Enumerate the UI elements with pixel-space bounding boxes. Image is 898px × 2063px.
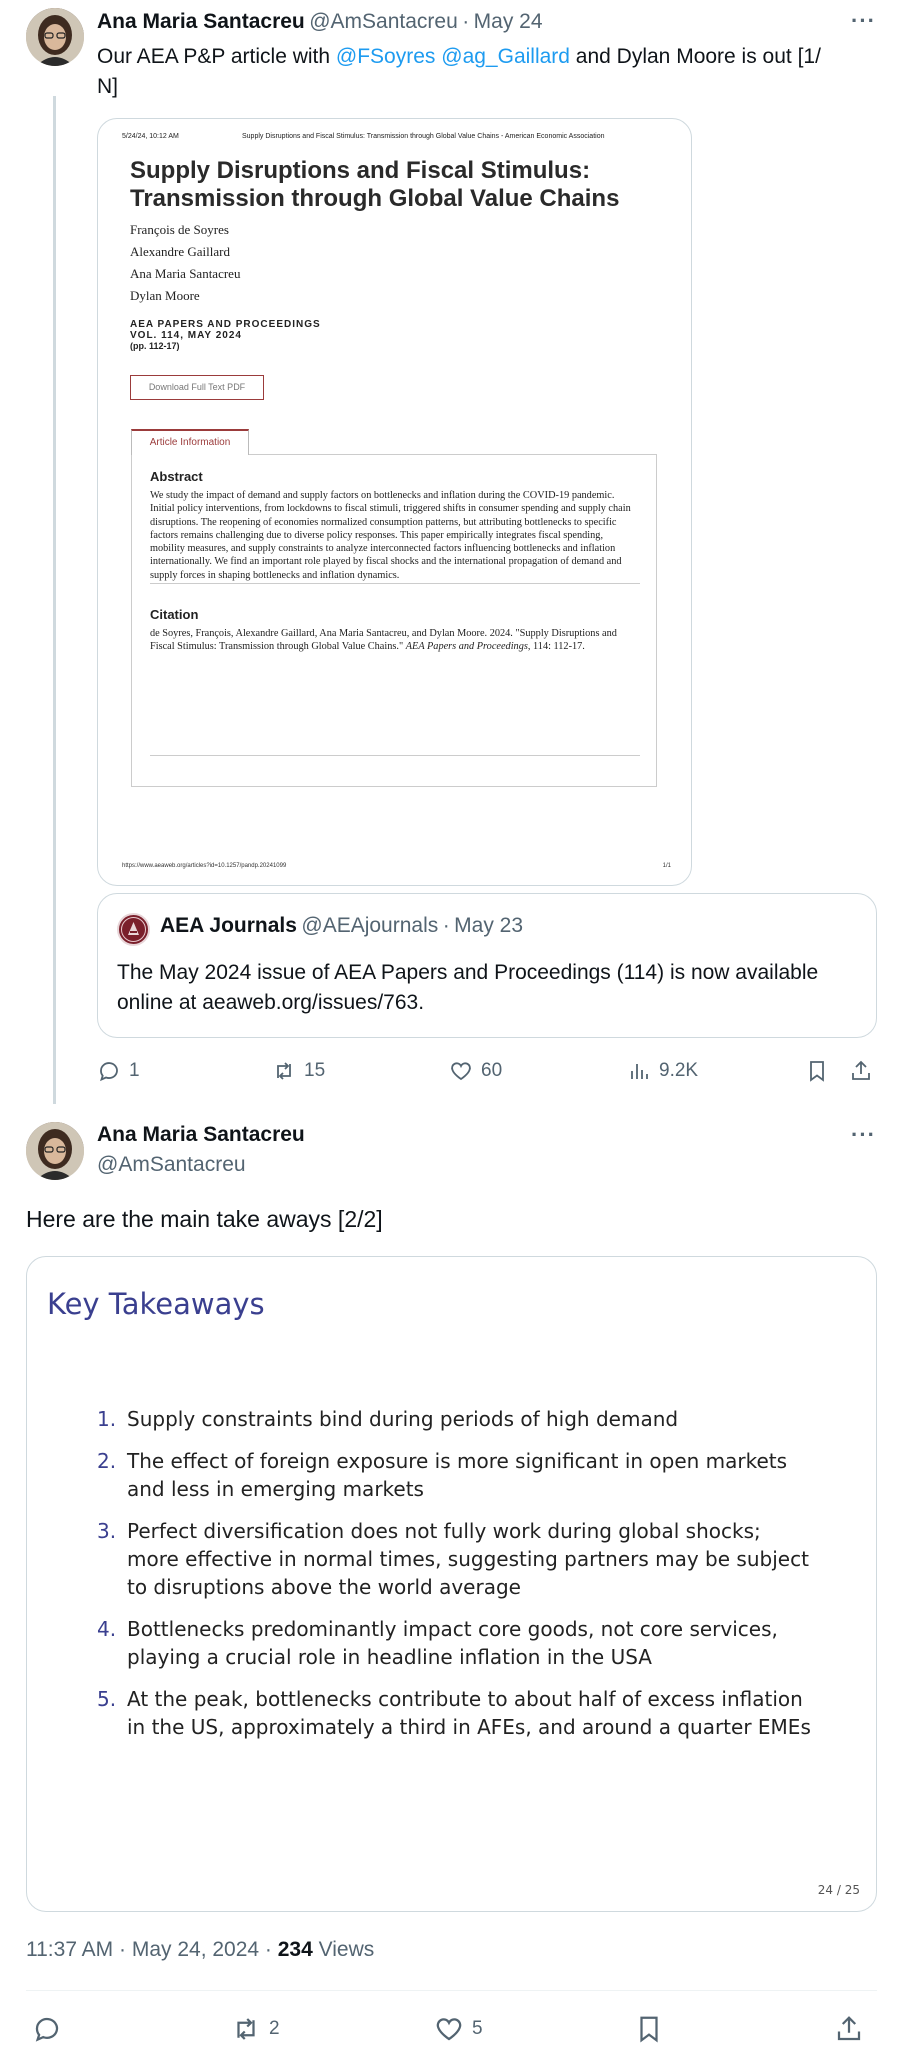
article-title-line: Supply Disruptions and Fiscal Stimulus: bbox=[130, 157, 591, 184]
quoted-author-name[interactable]: AEA Journals bbox=[160, 914, 297, 937]
share-button[interactable] bbox=[834, 2014, 864, 2044]
avatar[interactable] bbox=[26, 8, 84, 66]
author: François de Soyres bbox=[130, 222, 229, 237]
author: Dylan Moore bbox=[130, 288, 200, 303]
like-icon bbox=[449, 1059, 473, 1083]
doc-footer-url: https://www.aeaweb.org/articles?id=10.1257/pandp.20241099 bbox=[122, 863, 287, 869]
bookmark-icon bbox=[634, 2014, 664, 2044]
like-button[interactable] bbox=[434, 2014, 483, 2044]
retweet-button[interactable] bbox=[272, 1059, 325, 1083]
aea-logo-avatar[interactable] bbox=[117, 913, 150, 946]
abstract-heading: Abstract bbox=[150, 469, 203, 484]
article-image[interactable] bbox=[97, 118, 692, 886]
mention-link[interactable]: @ag_Gaillard bbox=[441, 45, 570, 68]
list-number: 1. bbox=[97, 1407, 117, 1431]
reply-icon bbox=[32, 2014, 62, 2044]
list-text: The effect of foreign exposure is more significant in open markets and less in emerging markets bbox=[127, 1449, 788, 1501]
like-button[interactable] bbox=[449, 1059, 502, 1083]
like-count: 60 bbox=[481, 1060, 503, 1081]
share-icon bbox=[849, 1059, 873, 1083]
author-handle[interactable]: @AmSantacreu bbox=[97, 1153, 246, 1176]
author: Alexandre Gaillard bbox=[130, 244, 230, 259]
bookmark-button[interactable] bbox=[805, 1059, 829, 1083]
avatar[interactable] bbox=[26, 1122, 84, 1180]
journal-name: AEA PAPERS AND PROCEEDINGS bbox=[130, 319, 321, 330]
separator: · bbox=[442, 914, 450, 937]
citation-journal: AEA Papers and Proceedings bbox=[405, 641, 528, 653]
tweet-text bbox=[97, 42, 877, 102]
reply-count: 1 bbox=[129, 1060, 140, 1081]
bookmark-icon bbox=[805, 1059, 829, 1083]
list-number: 5. bbox=[97, 1687, 117, 1711]
download-pdf-button: Download Full Text PDF bbox=[130, 375, 264, 400]
tab-article-information: Article Information bbox=[131, 429, 249, 455]
list-text: At the peak, bottlenecks contribute to about half of excess inflation in the US, approximately a third in AFEs, and around a quarter EMEs bbox=[127, 1687, 811, 1739]
quoted-text: The May 2024 issue of AEA Papers and Proceedings (114) is now available online at aeaweb.org/issues/763. bbox=[117, 961, 819, 1014]
list-number: 2. bbox=[97, 1449, 117, 1473]
journal-info bbox=[130, 319, 321, 352]
tweet-actions bbox=[97, 1055, 879, 1087]
list-item bbox=[97, 1405, 817, 1433]
retweet-icon bbox=[231, 2014, 261, 2044]
article-title-line: Transmission through Global Value Chains bbox=[130, 185, 620, 212]
citation-text bbox=[150, 627, 640, 654]
tweet-text-part: N] bbox=[97, 75, 118, 98]
divider bbox=[150, 755, 640, 756]
article-info-panel bbox=[131, 454, 657, 787]
list-item bbox=[97, 1615, 817, 1671]
quoted-author-handle[interactable]: @AEAjournals bbox=[301, 914, 439, 937]
journal-volume: VOL. 114, MAY 2024 bbox=[130, 330, 242, 341]
slide-page-number: 24 / 25 bbox=[817, 1883, 860, 1897]
divider bbox=[150, 583, 640, 584]
retweet-icon bbox=[272, 1059, 296, 1083]
citation-body: de Soyres, François, Alexandre Gaillard, Ana Maria Santacreu, and Dylan Moore. 2024. "Supply Disruptions and Fiscal Stimulus: Transmission through Global Value Chains." bbox=[150, 628, 617, 653]
author-name[interactable]: Ana Maria Santacreu bbox=[97, 10, 305, 33]
tweet-date[interactable]: May 24 bbox=[473, 10, 543, 33]
doc-timestamp: 5/24/24, 10:12 AM bbox=[122, 133, 179, 140]
share-icon bbox=[834, 2014, 864, 2044]
author: Ana Maria Santacreu bbox=[130, 266, 241, 281]
divider bbox=[26, 1990, 877, 1991]
tweet-timestamp[interactable]: 11:37 AM · May 24, 2024 · bbox=[26, 1938, 278, 1961]
citation-heading: Citation bbox=[150, 607, 199, 622]
list-item bbox=[97, 1447, 817, 1503]
like-count: 5 bbox=[472, 2018, 483, 2039]
quoted-header bbox=[160, 914, 523, 938]
tweet-text-part: and Dylan Moore is out [1/ bbox=[569, 45, 821, 68]
thread-line bbox=[53, 96, 56, 1104]
author-handle[interactable]: @AmSantacreu bbox=[309, 10, 458, 33]
doc-footer-page: 1/1 bbox=[662, 863, 671, 869]
list-text: Supply constraints bind during periods of high demand bbox=[127, 1407, 679, 1431]
more-icon[interactable]: ··· bbox=[851, 1122, 876, 1147]
list-item bbox=[97, 1517, 817, 1601]
like-icon bbox=[434, 2014, 464, 2044]
list-number: 4. bbox=[97, 1617, 117, 1641]
retweet-count: 15 bbox=[304, 1060, 326, 1081]
view-count: 234 bbox=[277, 1938, 313, 1961]
tweet-header bbox=[97, 10, 543, 34]
quoted-date[interactable]: May 23 bbox=[454, 914, 524, 937]
views-icon bbox=[627, 1059, 651, 1083]
abstract-text: We study the impact of demand and supply factors on bottlenecks and inflation during the COVID-19 pandemic. Initial policy interventions, from lockdowns to fiscal stimuli, triggered shifts in consumer spending and supply chain disruptions. The reopening of economies normalized consumption patterns, but attributing bottlenecks to specific factors remains challenging due to diverse policy responses. This paper empirically integrates fiscal spending, mobility measures, and supply constraints to analyze interconnected factors influencing bottlenecks and inflation internationally. We find an important role played by fiscal shocks and the international propagation of demand and supply forces in shaping bottlenecks and inflation dynamics. bbox=[150, 490, 631, 581]
reply-button[interactable] bbox=[32, 2014, 62, 2044]
tweet-actions bbox=[26, 2012, 877, 2046]
tweet-metadata bbox=[26, 1938, 374, 1962]
journal-pages: (pp. 112-17) bbox=[130, 341, 180, 351]
author-name[interactable]: Ana Maria Santacreu bbox=[97, 1123, 305, 1146]
list-text: Bottlenecks predominantly impact core goods, not core services, playing a crucial role in headline inflation in the USA bbox=[127, 1617, 778, 1669]
bookmark-button[interactable] bbox=[634, 2014, 664, 2044]
list-number: 3. bbox=[97, 1519, 117, 1543]
more-icon[interactable]: ··· bbox=[851, 8, 876, 33]
doc-header bbox=[122, 133, 651, 140]
tweet-text-part: Our AEA P&P article with bbox=[97, 45, 336, 68]
retweet-button[interactable] bbox=[231, 2014, 280, 2044]
reply-icon bbox=[97, 1059, 121, 1083]
author-list bbox=[130, 219, 240, 307]
quoted-tweet[interactable] bbox=[97, 893, 877, 1038]
views-label: Views bbox=[312, 1938, 375, 1961]
list-text: Perfect diversification does not fully work during global shocks; more effective in normal times, suggesting partners may be subject to disruptions above the world average bbox=[127, 1519, 809, 1599]
mention-link[interactable]: @FSoyres bbox=[335, 45, 436, 68]
tweet-text: Here are the main take aways [2/2] bbox=[26, 1206, 383, 1232]
views-count: 9.2K bbox=[659, 1060, 699, 1081]
takeaways-slide-image[interactable] bbox=[26, 1256, 877, 1912]
takeaways-list bbox=[97, 1405, 817, 1755]
doc-page-title: Supply Disruptions and Fiscal Stimulus: Transmission through Global Value Chains - American Economic Association bbox=[242, 133, 605, 140]
retweet-count: 2 bbox=[269, 2018, 280, 2039]
list-item bbox=[97, 1685, 817, 1741]
share-button[interactable] bbox=[849, 1059, 873, 1083]
reply-button[interactable] bbox=[97, 1059, 140, 1083]
separator: · bbox=[462, 10, 470, 33]
article-title bbox=[130, 157, 650, 213]
slide-title: Key Takeaways bbox=[47, 1287, 265, 1321]
views-button[interactable] bbox=[627, 1059, 698, 1083]
citation-end: , 114: 112-17. bbox=[527, 641, 585, 653]
